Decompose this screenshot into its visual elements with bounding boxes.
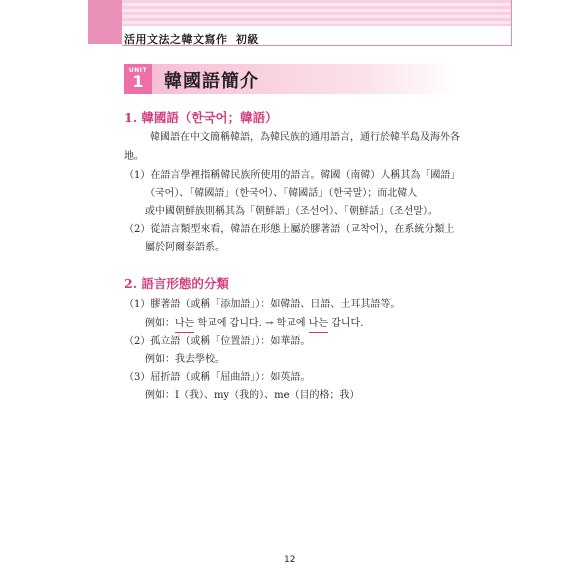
example-line: 例如：我去學校。 [145,354,225,365]
paragraph-line: 韓國語在中文簡稱韓語，為韓民族的通用語言，通行於韓半島及海外各 [150,132,460,143]
unit-badge [124,64,152,94]
book-level: 初級 [235,33,259,46]
page-number: 12 [284,555,296,565]
header-vertical-rule [511,0,512,46]
list-item-continued: （국어）、「韓國語」（한국어）、「韓國話」（한국말）；而北韓人 [145,188,418,199]
section-1-heading [124,108,278,126]
list-item: （2）從語言類型來看，韓語在形態上屬於膠著語（교착어），在系統分類上 [124,224,455,235]
highlighted-word: 나는 [175,316,194,333]
example-prefix: 例如： [145,318,175,329]
example-line: 例如：I（我）、my（我的）、me（目的格；我） [145,390,360,401]
list-item: （2）孤立語（或稱「位置語」）：如華語。 [124,336,311,347]
example-line [145,316,363,333]
highlighted-word: 나는 [309,316,328,333]
section-2-heading: 2. 語言形態的分類 [124,276,229,291]
list-item: （3）屈折語（或稱「屈曲語」）：如英語。 [124,372,311,383]
list-item-continued: 屬於阿爾泰語系。 [145,242,225,253]
unit-label: UNIT [128,67,148,74]
book-title: 活用文法之韓文寫作 [124,33,228,46]
section-1-gloss: （한국어；韓語） [178,110,278,125]
unit-title: 韓國語簡介 [164,71,259,92]
paragraph-line: 地。 [124,151,144,162]
list-item: （1）膠著語（或稱「添加語」）：如韓語、日語、土耳其語等。 [124,299,401,310]
example-text: 갑니다. [328,318,364,329]
example-text: 학교에 갑니다. → 학교에 [194,318,309,329]
header-stripe [122,0,512,26]
unit-number: 1 [132,72,144,91]
list-item: （1）在語言學裡指稱韓民族所使用的語言。韓國（南韓）人稱其為「國語」 [124,170,461,181]
list-item-continued: 或中國朝鮮族則稱其為「朝鮮語」（조선어）、「朝鮮話」（조선말）。 [145,206,438,217]
corner-decoration [88,0,122,44]
section-1-title: 1. 韓國語 [124,110,179,125]
header-rule [122,45,512,46]
